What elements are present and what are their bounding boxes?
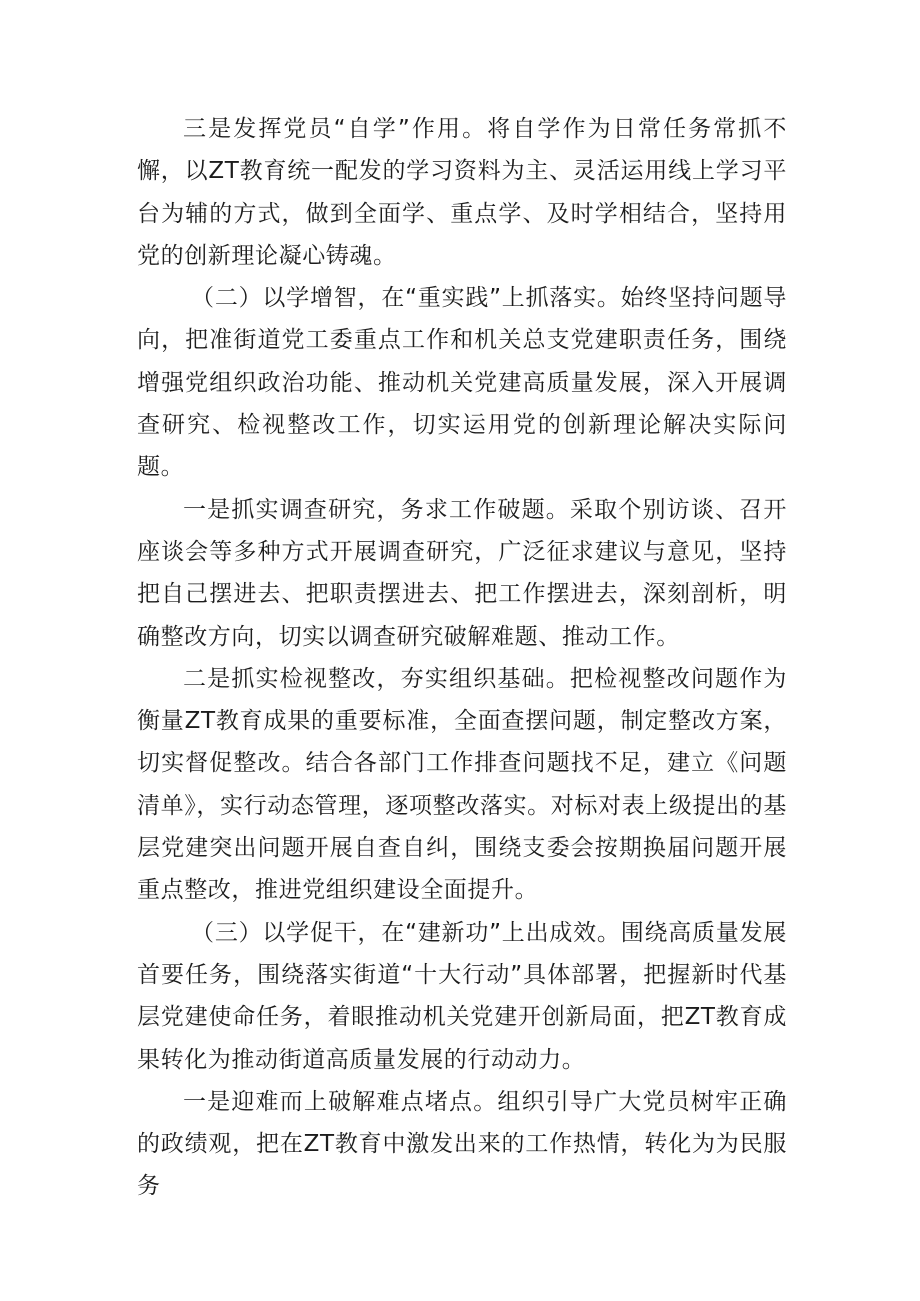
- document-body: [137, 108, 787, 1208]
- paragraph-self-study: 三是发挥党员“自学”作用。将自学作为日常任务常抓不懈，以ZT教育统一配发的学习资料为主、灵活运用线上学习平台为辅的方式，做到全面学、重点学、及时学相结合，坚持用党的创新理论凝心铸魂。: [137, 116, 787, 269]
- paragraph-difficulties: 一是迎难而上破解难点堵点。组织引导广大党员树牢正确的政绩观，把在ZT教育中激发出来的工作热情，转化为为民服务: [137, 1088, 787, 1200]
- paragraph-rectification: 二是抓实检视整改，夯实组织基础。把检视整改问题作为衡量ZT教育成果的重要标准，全面查摆问题，制定整改方案，切实督促整改。结合各部门工作排查问题找不足，建立《问题清单》，实行动态管理，逐项整改落实。对标对表上级提出的基层党建突出问题开展自查自纠，围绕支委会按期换届问题开展重点整改，推进党组织建设全面提升。: [137, 665, 787, 904]
- section-heading-new-achievements: （三）以学促干，在“建新功”上出成效。围绕高质量发展首要任务，围绕落实街道“十大行动”具体部署，把握新时代基层党建使命任务，着眼推动机关党建开创新局面，把ZT教育成果转化为推动街道高质量发展的行动动力。: [137, 919, 787, 1073]
- paragraph-investigation: 一是抓实调查研究，务求工作破题。采取个别访谈、召开座谈会等多种方式开展调查研究，广泛征求建议与意见，坚持把自己摆进去、把职责摆进去、把工作摆进去，深刻剖析，明确整改方向，切实以调查研究破解难题、推动工作。: [137, 496, 787, 650]
- section-heading-practice: （二）以学增智，在“重实践”上抓落实。始终坚持问题导向，把准街道党工委重点工作和机关总支党建职责任务，围绕增强党组织政治功能、推动机关党建高质量发展，深入开展调查研究、检视整改工作，切实运用党的创新理论解决实际问题。: [137, 285, 787, 481]
